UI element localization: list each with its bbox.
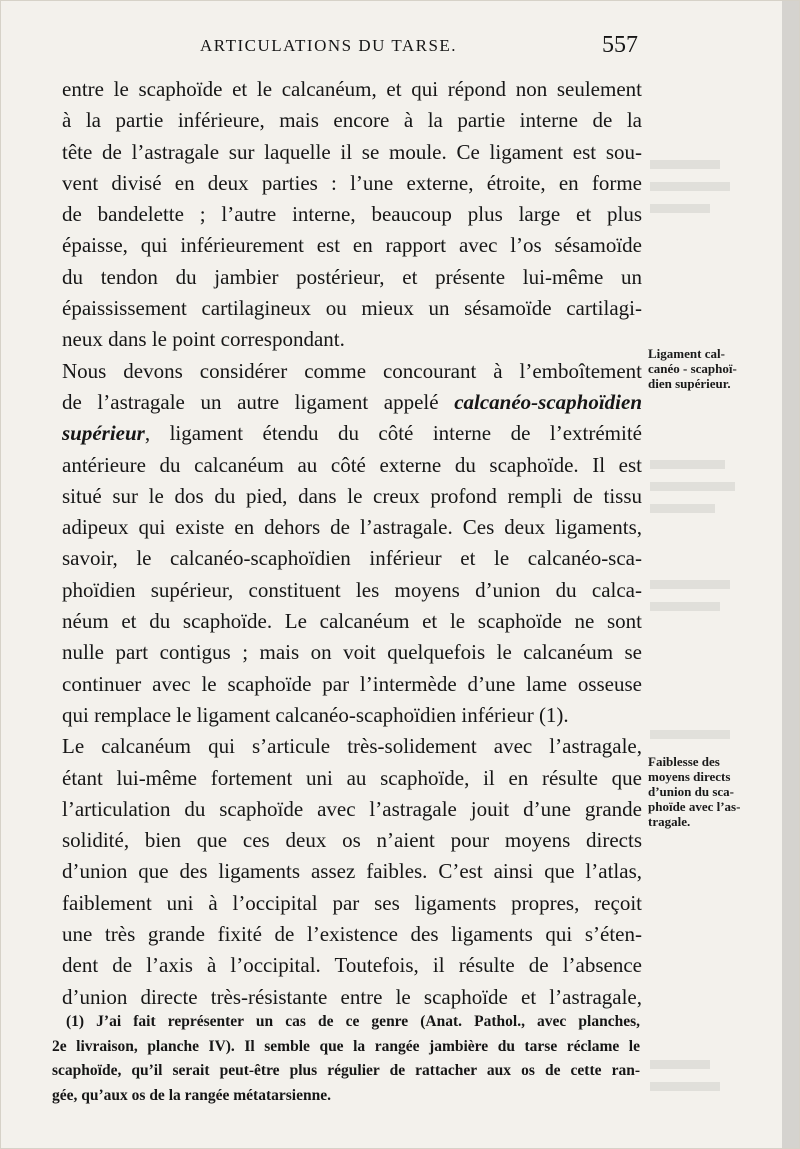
margin-note-line: Ligament cal- — [648, 346, 725, 361]
text-line: continuer avec le scaphoïde par l’intermède d’une lame osseuse — [62, 671, 642, 696]
footnote-line: 2e livraison, planche IV). Il semble que la rangée jambière du tarse réclame le — [52, 1037, 640, 1055]
body-text — [62, 74, 642, 1013]
footnote-line: gée, qu’aux os de la rangée métatarsienne. — [52, 1086, 331, 1104]
text-line: dent de l’axis à l’occipital. Toutefois, il résulte de l’absence — [62, 953, 642, 978]
text-line: savoir, le calcanéo-scaphoïdien inférieur et le calcanéo-sca- — [62, 546, 642, 571]
margin-note-line: d’union du sca- — [648, 784, 734, 799]
text-line: situé sur le dos du pied, dans le creux profond rempli de tissu — [62, 483, 642, 508]
text-line: adipeux qui existe en dehors de l’astragale. Ces deux ligaments, — [62, 515, 642, 540]
text-line: solidité, bien que ces deux os n’aient pour moyens directs — [62, 828, 642, 853]
italic-term: supérieur — [62, 421, 145, 446]
page-header — [0, 34, 800, 64]
margin-note-line: canéo - scaphoï- — [648, 361, 737, 376]
text-line: néum et du scaphoïde. Le calcanéum et le scaphoïde ne sont — [62, 609, 642, 634]
text-line: vent divisé en deux parties : l’une externe, étroite, en forme — [62, 170, 642, 195]
running-title: ARTICULATIONS DU TARSE. — [200, 36, 458, 55]
text-line: une très grande fixité de l’existence des ligaments qui s’éten- — [62, 922, 642, 947]
text-line: nulle part contigus ; mais on voit quelquefois le calcanéum se — [62, 640, 642, 665]
text-line: Le calcanéum qui s’articule très-solidement avec l’astragale, — [62, 734, 642, 759]
text-line: phoïdien supérieur, constituent les moyens d’union du calca- — [62, 577, 642, 602]
italic-term: calcanéo-scaphoïdien — [454, 389, 642, 414]
footnote-line: (1) J’ai fait représenter un cas de ce genre (Anat. Pathol., avec planches, — [66, 1013, 640, 1030]
text-line: épaississement cartilagineux ou mieux un sésamoïde cartilagi- — [62, 296, 642, 321]
text-line: d’union directe très-résistante entre le scaphoïde et l’astragale, — [62, 984, 642, 1009]
margin-note-line: Faiblesse des — [648, 754, 720, 769]
text-line: tête de l’astragale sur laquelle il se moule. Ce ligament est sou- — [62, 139, 642, 164]
page-number: 557 — [602, 32, 638, 58]
text-line: à la partie inférieure, mais encore à la partie interne de la — [62, 108, 642, 133]
text-line: de l’astragale un autre ligament appelé calcanéo-scaphoïdien — [62, 389, 642, 414]
margin-note-ligament — [648, 346, 737, 391]
text-line: de bandelette ; l’autre interne, beaucoup plus large et plus — [62, 202, 642, 227]
text-line: l’articulation du scaphoïde avec l’astragale jouit d’une grande — [62, 796, 642, 821]
margin-note-line: phoïde avec l’as- — [648, 799, 741, 814]
text-line: d’union que des ligaments assez faibles. C’est ainsi que l’atlas, — [62, 859, 642, 884]
footnote-line: scaphoïde, qu’il serait peut-être plus régulier de rattacher aux os de cette ran- — [52, 1062, 640, 1079]
text-line: épaisse, qui inférieurement est en rapport avec l’os sésamoïde — [62, 233, 642, 258]
margin-note-faiblesse — [648, 754, 740, 829]
footnote — [52, 1010, 640, 1108]
text-line: du tendon du jambier postérieur, et présente lui-même un — [62, 264, 642, 289]
margin-note-line: tragale. — [648, 814, 691, 829]
text-line: supérieur, ligament étendu du côté interne de l’extrémité — [62, 421, 642, 446]
text-line: qui remplace le ligament calcanéo-scaphoïdien inférieur (1). — [62, 702, 569, 727]
margin-note-line: moyens directs — [648, 769, 731, 784]
text-line: neux dans le point correspondant. — [62, 327, 345, 352]
margin-note-line: dien supérieur. — [648, 376, 731, 391]
text-line: entre le scaphoïde et le calcanéum, et qui répond non seulement — [62, 77, 642, 101]
text-line: antérieure du calcanéum au côté externe du scaphoïde. Il est — [62, 452, 642, 477]
text-line: étant lui-même fortement uni au scaphoïde, il en résulte que — [62, 765, 642, 790]
text-line: Nous devons considérer comme concourant à l’emboîtement — [62, 358, 642, 383]
text-line: faiblement uni à l’occipital par ses ligaments propres, reçoit — [62, 890, 642, 915]
